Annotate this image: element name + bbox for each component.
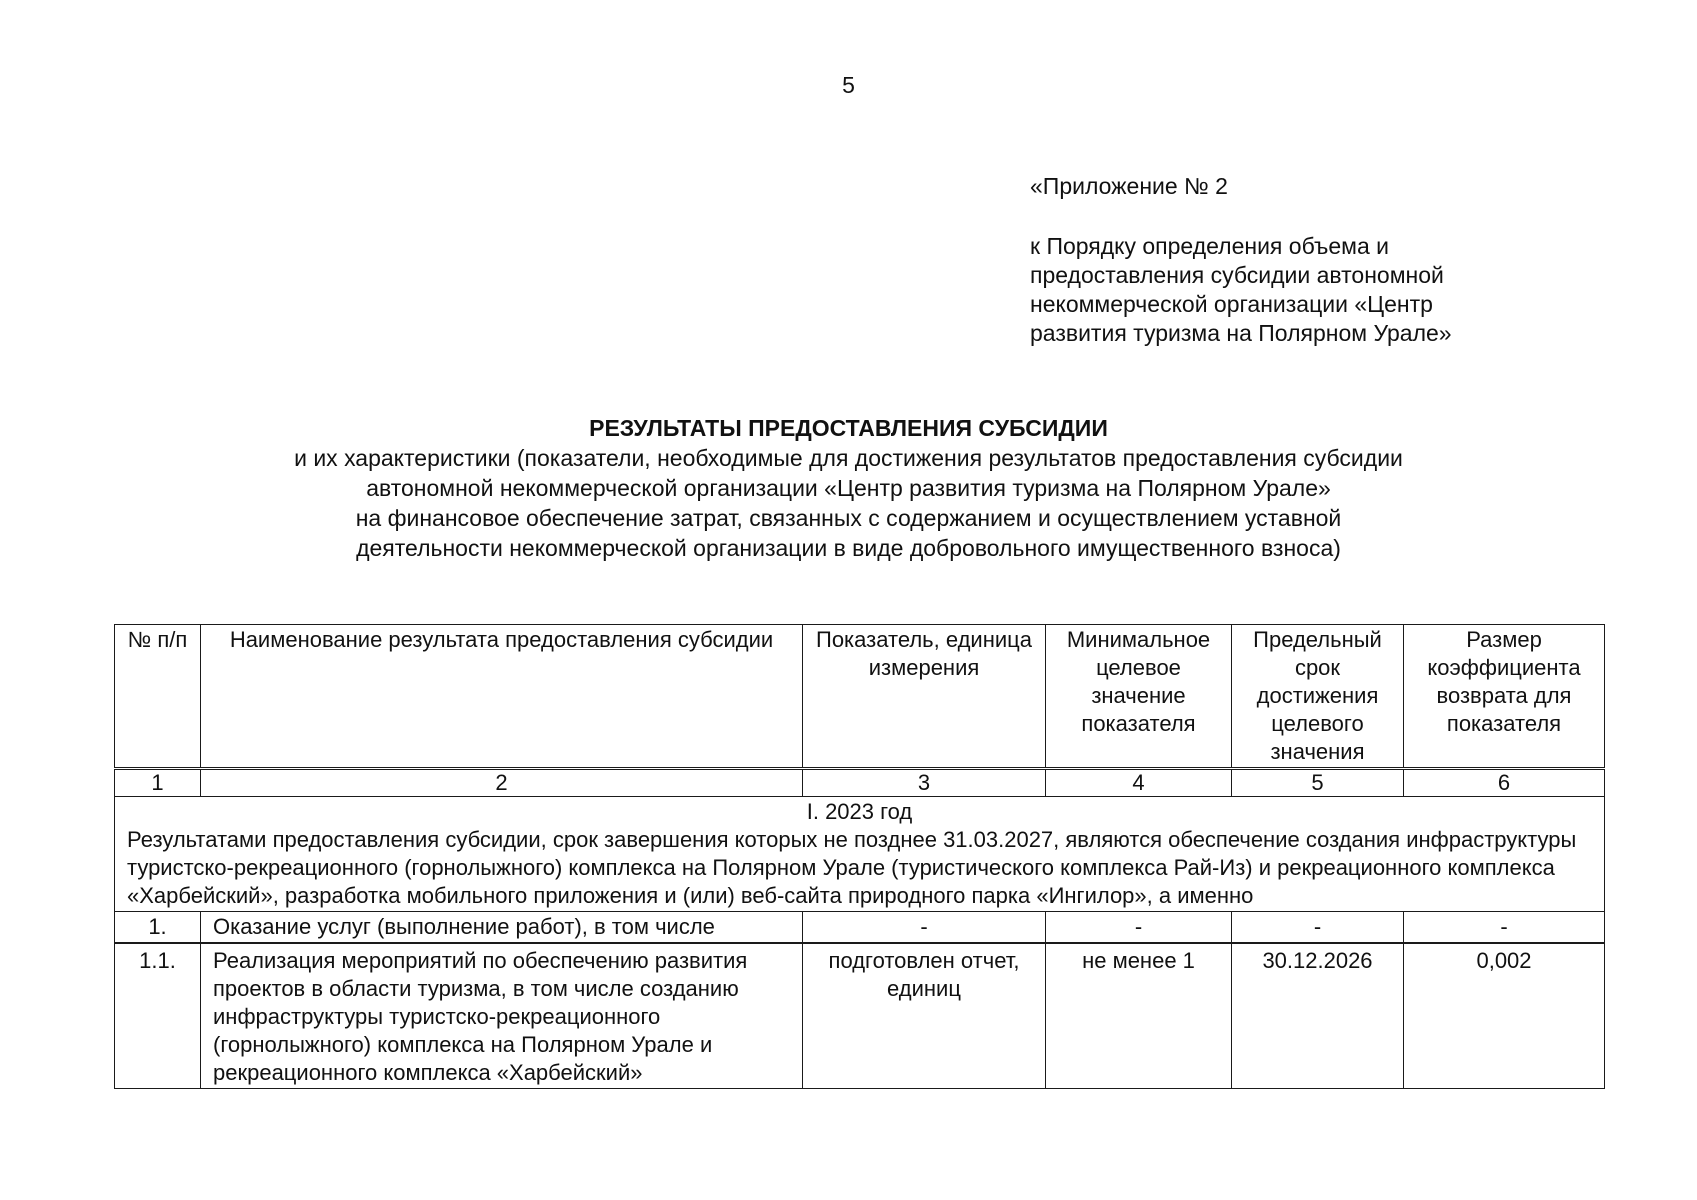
row-result-name: Оказание услуг (выполнение работ), в том числе [201,912,803,944]
row-deadline: 30.12.2026 [1232,943,1404,1089]
appendix-line: развития туризма на Полярном Урале» [1030,320,1452,346]
row-number: 1. [115,912,201,944]
document-title: РЕЗУЛЬТАТЫ ПРЕДОСТАВЛЕНИЯ СУБСИДИИ [589,415,1108,441]
row-indicator: - [803,912,1046,944]
table-header-row [115,625,1605,769]
subtitle-line: на финансовое обеспечение затрат, связанных с содержанием и осуществлением уставной [355,505,1342,531]
header-indicator: Показатель, единица измерения [803,625,1046,769]
page-number: 5 [842,72,855,98]
column-number: 4 [1046,769,1232,797]
document-heading [0,413,1697,563]
row-number: 1.1. [115,943,201,1089]
column-number: 6 [1404,769,1605,797]
appendix-line: к Порядку определения объема и [1030,233,1389,259]
appendix-title: «Приложение № 2 [1030,173,1228,199]
header-deadline: Предельный срок достижения целевого значения [1232,625,1404,769]
appendix-line: некоммерческой организации «Центр [1030,291,1433,317]
row-indicator: подготовлен отчет, единиц [803,943,1046,1089]
subtitle-line: деятельности некоммерческой организации в виде добровольного имущественного взноса) [356,535,1341,561]
subtitle-line: и их характеристики (показатели, необходимые для достижения результатов предоставления субсидии [294,445,1403,471]
row-result-name: Реализация мероприятий по обеспечению развития проектов в области туризма, в том числе созданию инфраструктуры туристско-рекреационного (горнолыжного) комплекса на Полярном Урале и рекреационного комплекса «Харбейский» [201,943,803,1089]
row-min-value: - [1046,912,1232,944]
section-row [115,797,1605,912]
row-deadline: - [1232,912,1404,944]
row-coefficient: - [1404,912,1605,944]
column-number: 3 [803,769,1046,797]
appendix-block [1030,172,1550,348]
appendix-line: предоставления субсидии автономной [1030,262,1444,288]
column-number: 1 [115,769,201,797]
header-number: № п/п [115,625,201,769]
header-result-name: Наименование результата предоставления субсидии [201,625,803,769]
results-table [114,624,1605,1089]
table-row [115,943,1605,1089]
section-cell [115,797,1605,912]
column-number-row [115,769,1605,797]
header-min-value: Минимальное целевое значение показателя [1046,625,1232,769]
table-row [115,912,1605,944]
section-text: Результатами предоставления субсидии, срок завершения которых не позднее 31.03.2027, являются обеспечение создания инфраструктуры туристско-рекреационного (горнолыжного) комплекса на Полярном Урале (туристического комплекса Рай-Из) и рекреационного комплекса «Харбейский», разработка мобильного приложения и (или) веб-сайта природного парка «Ингилор», а именно [127,827,1577,908]
section-title: I. 2023 год [806,799,913,824]
subtitle-line: автономной некоммерческой организации «Центр развития туризма на Полярном Урале» [366,475,1331,501]
column-number: 5 [1232,769,1404,797]
column-number: 2 [201,769,803,797]
row-coefficient: 0,002 [1404,943,1605,1089]
row-min-value: не менее 1 [1046,943,1232,1089]
header-coefficient: Размер коэффициента возврата для показателя [1404,625,1605,769]
